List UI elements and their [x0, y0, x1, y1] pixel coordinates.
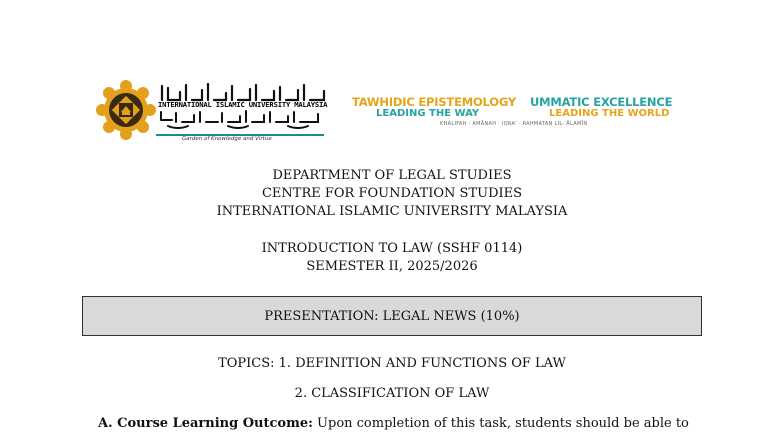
slogan-ummatic: UMMATIC EXCELLENCE [530, 95, 673, 109]
presentation-title-box [82, 296, 702, 336]
course-learning-outcome [98, 416, 689, 431]
university-tagline: Garden of Knowledge and Virtue [182, 136, 272, 142]
virtues-line: KHALIFAH · AMĀNAH · IQRA' · RAHMATAN LIL-ʿĀLAMĪN [440, 121, 588, 127]
jawi-script-logo [158, 108, 328, 130]
outcome-label: A. Course Learning Outcome: [98, 416, 313, 431]
course-heading: INTRODUCTION TO LAW (SSHF 0114) [261, 241, 523, 256]
slogan-leading-the-world: LEADING THE WORLD [549, 108, 670, 119]
topic-2: 2. CLASSIFICATION OF LAW [294, 386, 490, 401]
iium-crest-icon [94, 78, 158, 142]
document-header [0, 0, 784, 160]
university-heading: INTERNATIONAL ISLAMIC UNIVERSITY MALAYSIA [216, 204, 568, 219]
topic-1: TOPICS: 1. DEFINITION AND FUNCTIONS OF LAW [218, 356, 566, 371]
university-name-logo: INTERNATIONAL ISLAMIC UNIVERSITY MALAYSIA [158, 100, 328, 109]
semester-heading: SEMESTER II, 2025/2026 [306, 259, 478, 274]
outcome-text: Upon completion of this task, students should be able to [312, 416, 689, 431]
presentation-title: PRESENTATION: LEGAL NEWS (10%) [264, 308, 520, 324]
department-heading: DEPARTMENT OF LEGAL STUDIES [272, 168, 512, 183]
slogan-tawhidic: TAWHIDIC EPISTEMOLOGY [352, 95, 516, 109]
centre-heading: CENTRE FOR FOUNDATION STUDIES [261, 186, 523, 201]
slogan-leading-the-way: LEADING THE WAY [376, 108, 480, 119]
